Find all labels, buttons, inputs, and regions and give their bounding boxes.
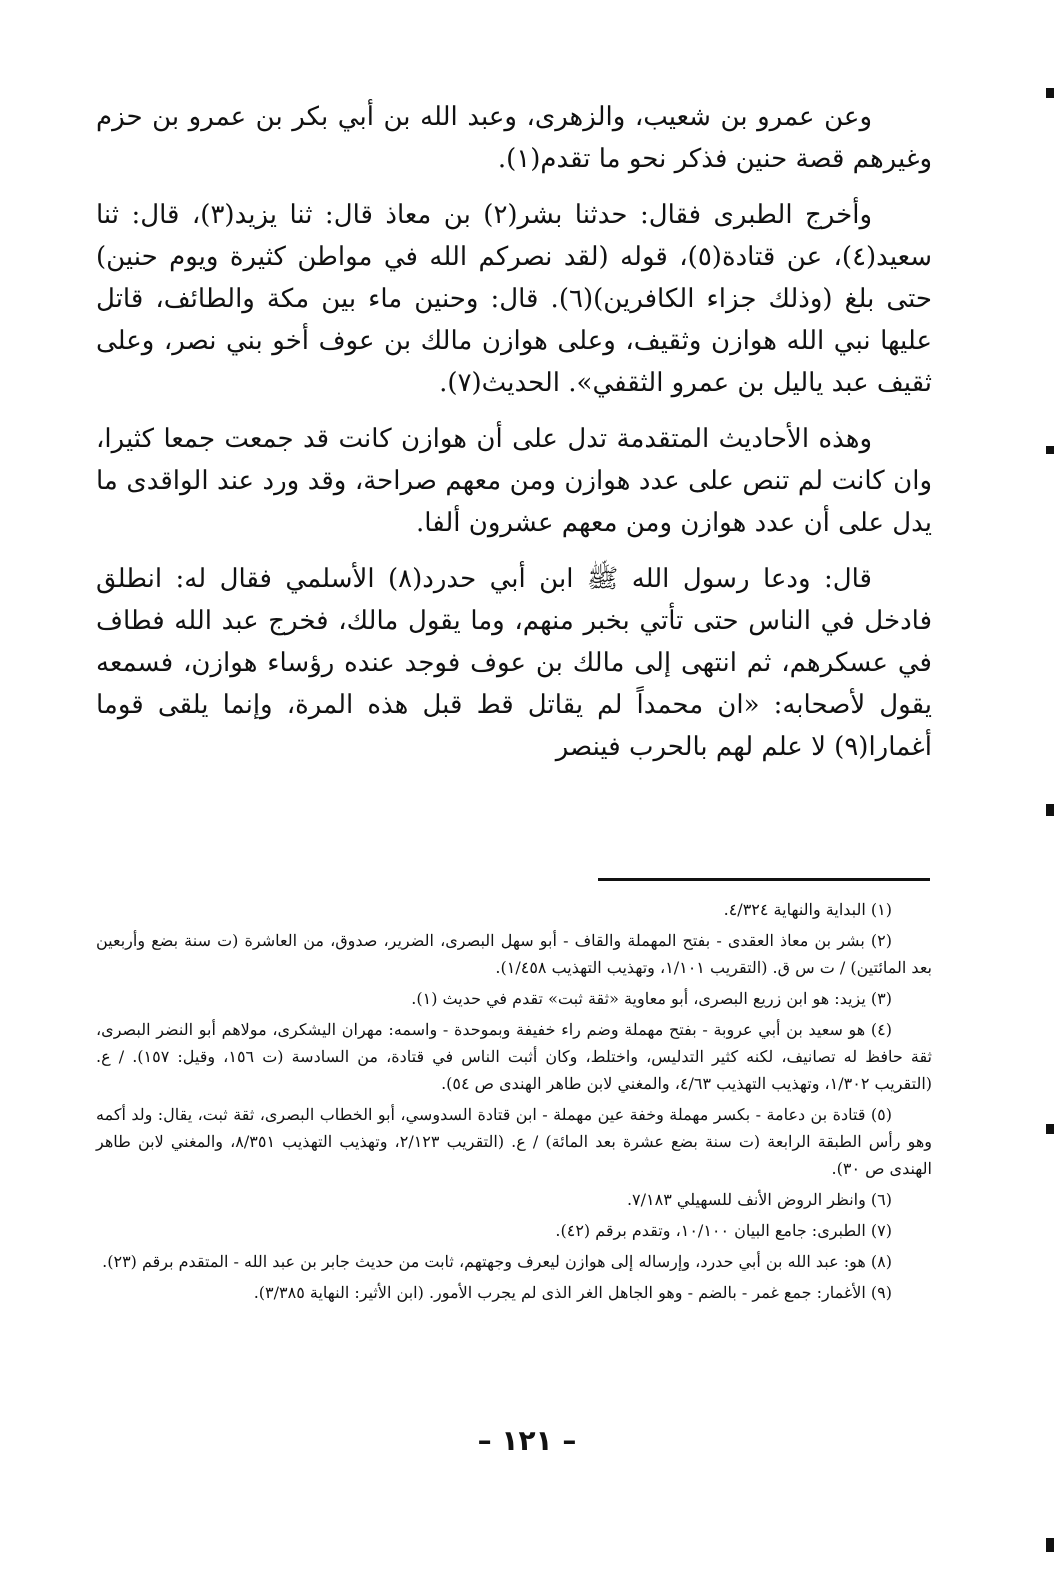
main-paragraph-1: وعن عمرو بن شعيب، والزهرى، وعبد الله بن أبي بكر بن عمرو بن حزم وغيرهم قصة حنين فذكر نحو ما تقدم(١). xyxy=(96,102,932,174)
footnote-3: (٣) يزيد: هو ابن زريع البصرى، أبو معاوية «ثقة ثبت» تقدم في حديث (١). xyxy=(411,989,892,1008)
scan-edge-mark xyxy=(1046,446,1054,454)
scan-edge-mark xyxy=(1046,1124,1054,1134)
main-text-block xyxy=(96,96,932,782)
footnote-8: (٨) هو: عبد الله بن أبي حدرد، وإرساله إلى هوازن ليعرف وجهتهم، ثابت من حديث جابر بن عبد الله - المتقدم برقم (٢٣). xyxy=(102,1252,892,1271)
footnote-1: (١) البداية والنهاية ٤/٣٢٤. xyxy=(723,900,892,919)
footnote-6: (٦) وانظر الروض الأنف للسهيلي ٧/١٨٣. xyxy=(626,1190,892,1209)
main-paragraph-3: وهذه الأحاديث المتقدمة تدل على أن هوازن كانت قد جمعت جمعا كثيرا، وان كانت لم تنص على عدد هوازن ومن معهم صراحة، وقد ورد عند الواقدى ما يدل على أن عدد هوازن ومن معهم عشرون ألفا. xyxy=(96,424,932,538)
scan-edge-mark xyxy=(1046,1538,1054,1552)
footnotes-block xyxy=(96,896,932,1310)
footnote-divider xyxy=(598,878,930,881)
page-number: – ١٢١ – xyxy=(477,1424,577,1457)
footnote-5: (٥) قتادة بن دعامة - بكسر مهملة وخفة عين مهملة - ابن قتادة السدوسي، أبو الخطاب البصرى، ثقة ثبت، يقال: ولد أكمه وهو رأس الطبقة الرابعة (ت سنة بضع عشرة بعد المائة) / ع. (التقريب ٢/١٢٣، وتهذيب التهذيب ٨/٣٥١، والمغني لابن طاهر الهندى ص ٣٠). xyxy=(96,1105,932,1178)
scan-edge-mark xyxy=(1046,88,1054,98)
footnote-4: (٤) هو سعيد بن أبي عروبة - بفتح مهملة وضم راء خفيفة وبموحدة - واسمه: مهران اليشكرى، مولاهم أبو النضر البصرى، ثقة حافظ له تصانيف، لكنه كثير التدليس، واختلط، وكان أثبت الناس في قتادة، من السادسة (ت ١٥٦، وقيل: ١٥٧). / ع. (التقريب ١/٣٠٢، وتهذيب التهذيب ٤/٦٣، والمغني لابن طاهر الهندى ص ٥٤). xyxy=(96,1020,932,1093)
scan-edge-mark xyxy=(1046,804,1054,816)
main-paragraph-2: وأخرج الطبرى فقال: حدثنا بشر(٢) بن معاذ قال: ثنا يزيد(٣)، قال: ثنا سعيد(٤)، عن قتادة(٥)، قوله (لقد نصركم الله في مواطن كثيرة ويوم حنين) حتى بلغ (وذلك جزاء الكافرين)(٦). قال: وحنين ماء بين مكة والطائف، قاتل عليها نبي الله هوازن وثقيف، وعلى هوازن مالك بن عوف أخو بني نصر، وعلى ثقيف عبد ياليل بن عمرو الثقفي». الحديث(٧). xyxy=(96,200,932,398)
main-paragraph-4: قال: ودعا رسول الله ﷺ ابن أبي حدرد(٨) الأسلمي فقال له: انطلق فادخل في الناس حتى تأتي بخبر منهم، وما يقول مالك، فخرج عبد الله فطاف في عسكرهم، ثم انتهى إلى مالك بن عوف فوجد عنده رؤساء هوازن، فسمعه يقول لأصحابه: «ان محمداً لم يقاتل قط قبل هذه المرة، وإنما يلقى قوما أغمارا(٩) لا علم لهم بالحرب فينصر xyxy=(96,564,932,762)
footnote-9: (٩) الأغمار: جمع غمر - بالضم - وهو الجاهل الغر الذى لم يجرب الأمور. (ابن الأثير: النهاية ٣/٣٨٥). xyxy=(253,1283,892,1302)
footnote-2: (٢) بشر بن معاذ العقدى - بفتح المهملة والقاف - أبو سهل البصرى، الضرير، صدوق، من العاشرة (ت سنة بضع وأربعين بعد المائتين) / ت س ق. (التقريب ١/١٠١، وتهذيب التهذيب ١/٤٥٨). xyxy=(96,931,932,977)
footnote-7: (٧) الطبرى: جامع البيان ١٠/١٠٠، وتقدم برقم (٤٢). xyxy=(555,1221,892,1240)
